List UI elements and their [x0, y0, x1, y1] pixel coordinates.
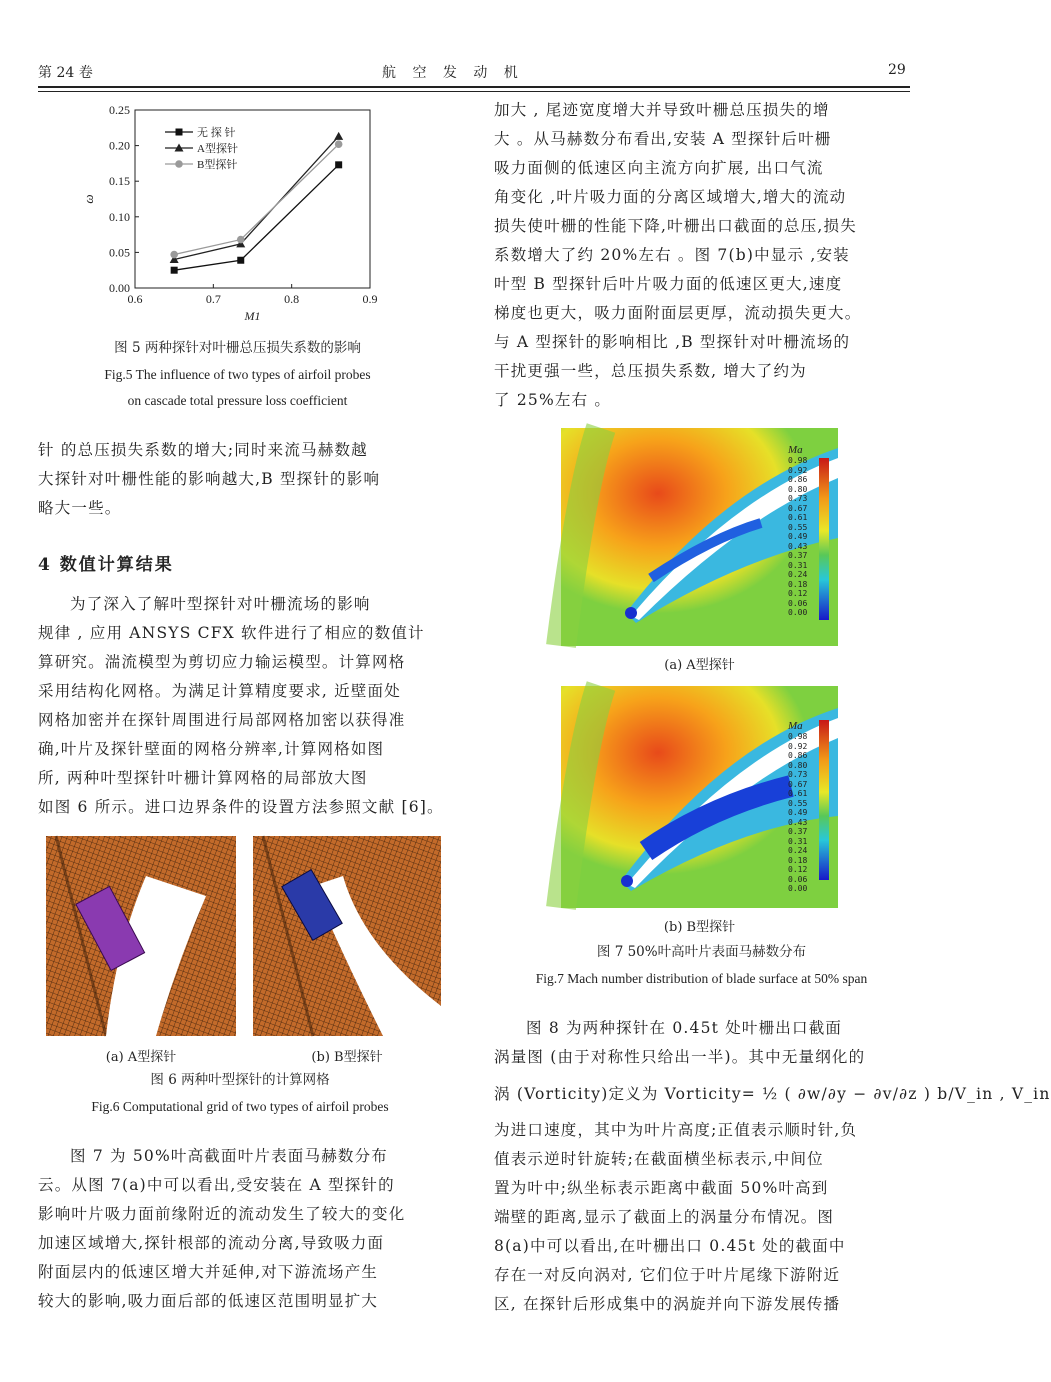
colorbar-tick-label: 0.55	[788, 522, 808, 532]
colorbar-tick-label: 0.12	[788, 865, 808, 874]
text-line: 规律 , 应用 ANSYS CFX 软件进行了相应的数值计	[38, 624, 425, 642]
colorbar-tick-label: 0.18	[788, 855, 808, 865]
colorbar-tick-label: 0.49	[788, 808, 808, 817]
section-heading: 4 数值计算结果	[38, 555, 174, 575]
text-line: 为进口速度，其中为叶片高度;正值表示顺时针,负	[494, 1121, 858, 1139]
text-line: 加速区域增大,探针根部的流动分离,导致吸力面	[38, 1234, 385, 1252]
text-line: 图 7 为 50%叶高截面叶片表面马赫数分布	[70, 1147, 388, 1165]
colorbar-tick-label: 0.80	[788, 760, 808, 770]
colorbar-tick-label: 0.37	[788, 827, 808, 836]
fig7a-colorbar-ticks	[788, 444, 828, 618]
colorbar-tick-label: 0.37	[788, 551, 808, 560]
colorbar-tick-label: 0.18	[788, 579, 808, 589]
text-line: 置为叶中;纵坐标表示距离中截面 50%叶高到	[494, 1179, 829, 1197]
page-number: 29	[888, 62, 906, 78]
colorbar-tick-label: 0.73	[788, 770, 808, 779]
colorbar-tick-label: 0.67	[788, 503, 808, 513]
text-line: 区, 在探针后形成集中的涡旋并向下游发展传播	[494, 1295, 841, 1313]
y-tick-label: 0.15	[109, 174, 130, 189]
y-tick-label: 0.25	[109, 103, 130, 117]
text-line: 网格加密并在探针周围进行局部网格加密以获得准	[38, 711, 406, 729]
colorbar-tick-label: 0.24	[788, 570, 808, 579]
colorbar-tick-label: 0.61	[788, 789, 808, 798]
colorbar-tick-label: 0.31	[788, 836, 808, 846]
text-line: 所, 两种叶型探针叶栅计算网格的局部放大图	[38, 769, 368, 787]
x-tick-label: 0.7	[205, 292, 221, 306]
left-paragraph-2	[38, 590, 444, 822]
colorbar-tick-label: 0.67	[788, 779, 808, 789]
y-tick-label: 0.10	[109, 209, 130, 224]
colorbar-tick-label: 0.00	[788, 608, 808, 617]
text-line: 确,叶片及探针壁面的网格分辨率,计算网格如图	[38, 740, 385, 758]
colorbar-tick-label: 0.92	[788, 465, 808, 475]
fig7-caption-en: Fig.7 Mach number distribution of blade surface at 50% span	[535, 971, 868, 986]
text-line: 加大 , 尾迹宽度增大并导致叶栅总压损失的增	[494, 101, 830, 119]
text-line: 略大一些。	[38, 499, 122, 517]
data-point-square	[171, 267, 178, 274]
data-point-circle	[335, 140, 343, 148]
text-line: 图 8 为两种探针在 0.45t 处叶栅出口截面	[526, 1019, 843, 1037]
colorbar-tick-label: 0.12	[788, 589, 808, 598]
fig6a-grid-image	[46, 836, 236, 1036]
text-line: 吸力面侧的低速区向主流方向扩展, 出口气流	[494, 159, 824, 177]
fig6-caption-en: Fig.6 Computational grid of two types of airfoil probes	[91, 1099, 389, 1114]
text-line: 影响叶片吸力面前缘附近的流动发生了较大的变化	[38, 1205, 406, 1223]
y-tick-label: 0.00	[109, 281, 130, 295]
legend-marker	[175, 160, 183, 168]
text-line: 端壁的距离,显示了截面上的涡量分布情况。图	[494, 1208, 835, 1226]
colorbar-tick-label: 0.43	[788, 541, 808, 551]
text-line: 涡量图 (由于对称性只给出一半)。其中无量纲化的	[494, 1048, 866, 1066]
fig7b-label: (b) B型探针	[663, 920, 736, 935]
text-line: 如图 6 所示。进口边界条件的设置方法参照文献 [6]。	[38, 798, 444, 816]
y-tick-label: 0.20	[109, 138, 130, 153]
text-line: 附面层内的低速区增大并延伸,对下游流场产生	[38, 1263, 379, 1281]
data-point-circle	[237, 236, 245, 244]
legend-label: B型探针	[197, 159, 238, 171]
colorbar-tick-label: 0.92	[788, 741, 808, 751]
text-line: 大探针对叶栅性能的影响越大,B 型探针的影响	[38, 470, 381, 488]
colorbar-tick-label: 0.86	[788, 751, 808, 760]
left-paragraph-1	[38, 436, 438, 523]
text-line: 存在一对反向涡对, 它们位于叶片尾缘下游附近	[494, 1266, 841, 1284]
text-line: 采用结构化网格。为满足计算精度要求, 近壁面处	[38, 682, 401, 700]
header-rule-thin	[38, 91, 910, 92]
colorbar-tick-label: 0.31	[788, 560, 808, 570]
colorbar-tick-label: 0.55	[788, 798, 808, 808]
header-volume: 第 24 卷	[38, 65, 93, 81]
text-line: 大 。从马赫数分布看出,安装 A 型探针后叶栅	[494, 130, 832, 148]
y-tick-label: 0.05	[109, 245, 130, 260]
fig7a-label: (a) A型探针	[664, 658, 735, 673]
left-paragraph-3	[38, 1142, 438, 1316]
text-line: 叶型 B 型探针后叶片吸力面的低速区更大,速度	[494, 275, 843, 293]
fig6-caption-cn: 图 6 两种叶型探针的计算网格	[150, 1072, 330, 1088]
colorbar-tick-label: 0.61	[788, 513, 808, 522]
text-line: 算研究。湍流模型为剪切应力输运模型。计算网格	[38, 653, 406, 671]
fig5-caption-cn: 图 5 两种探针对叶栅总压损失系数的影响	[114, 340, 361, 356]
header-rule-thick	[38, 86, 910, 88]
data-point-triangle	[334, 132, 343, 140]
fig7a-colorbar-title: Ma	[788, 444, 803, 456]
series-line	[174, 165, 339, 270]
text-line: 损失使叶栅的性能下降,叶栅出口截面的总压,损失	[494, 217, 857, 235]
colorbar-tick-label: 0.73	[788, 494, 808, 503]
y-axis-label: ω	[81, 194, 96, 204]
colorbar-tick-label: 0.86	[788, 475, 808, 484]
text-line: 云。从图 7(a)中可以看出,受安装在 A 型探针的	[38, 1176, 395, 1194]
text-line: 角变化 ,叶片吸力面的分离区域增大,增大的流动	[494, 188, 847, 206]
x-tick-label: 0.8	[284, 292, 300, 306]
text-line: 值表示逆时针旋转;在截面横坐标表示,中间位	[494, 1150, 824, 1168]
colorbar-tick-label: 0.00	[788, 884, 808, 893]
fig6b-grid-image	[253, 836, 441, 1036]
x-tick-label: 0.6	[127, 292, 143, 306]
x-tick-label: 0.9	[362, 292, 378, 306]
data-point-circle	[170, 251, 178, 259]
data-point-square	[237, 257, 244, 264]
text-line: 较大的影响,吸力面后部的低速区范围明显扩大	[38, 1292, 379, 1310]
formula-text: 涡 (Vorticity)定义为 Vorticity= ½ ( ∂w/∂y − ∂v/∂z ) b/V_in , V_in	[494, 1085, 1051, 1103]
fig5-caption-en-2: on cascade total pressure loss coefficient	[127, 393, 348, 408]
right-paragraph-2	[494, 1014, 1051, 1319]
plot-frame	[135, 110, 370, 288]
fig6b-label: (b) B型探针	[311, 1050, 383, 1065]
header-journal: 航 空 发 动 机	[382, 65, 524, 81]
text-line: 为了深入了解叶型探针对叶栅流场的影响	[70, 595, 371, 613]
colorbar-tick-label: 0.06	[788, 874, 808, 884]
fig5-caption-en-1: Fig.5 The influence of two types of airfoil probes	[104, 367, 371, 382]
text-line: 系数增大了约 20%左右 。图 7(b)中显示 ,安装	[494, 246, 850, 264]
colorbar-tick-label: 0.49	[788, 532, 808, 541]
legend-label: 无 探 针	[197, 127, 236, 139]
data-point-square	[335, 161, 342, 168]
formula-line	[494, 1072, 1051, 1116]
legend-marker	[176, 129, 183, 136]
colorbar-tick-label: 0.98	[788, 732, 808, 741]
colorbar-tick-label: 0.24	[788, 846, 808, 855]
colorbar-tick-label: 0.80	[788, 484, 808, 494]
colorbar-tick-label: 0.43	[788, 817, 808, 827]
colorbar-tick-label: 0.98	[788, 456, 808, 465]
text-line: 梯度也更大，吸力面附面层更厚，流动损失更大。	[494, 304, 862, 322]
text-line: 干扰更强一些，总压损失系数, 增大了约为	[494, 362, 807, 380]
fig6a-label: (a) A型探针	[105, 1050, 177, 1065]
fig7b-colorbar-ticks	[788, 720, 828, 894]
colorbar-tick-label: 0.06	[788, 598, 808, 608]
fig7b-colorbar-title: Ma	[788, 720, 803, 732]
text-line: 8(a)中可以看出,在叶栅出口 0.45t 处的截面中	[494, 1237, 846, 1255]
right-paragraph-1	[494, 96, 909, 415]
text-line: 与 A 型探针的影响相比 ,B 型探针对叶栅流场的	[494, 333, 851, 351]
text-line: 针 的总压损失系数的增大;同时来流马赫数越	[38, 441, 368, 459]
fig7-caption-cn: 图 7 50%叶高叶片表面马赫数分布	[596, 944, 807, 960]
legend-label: A型探针	[197, 143, 238, 155]
fig5-chart	[80, 98, 400, 334]
text-line: 了 25%左右 。	[494, 391, 612, 409]
x-axis-label: M1	[244, 309, 261, 323]
